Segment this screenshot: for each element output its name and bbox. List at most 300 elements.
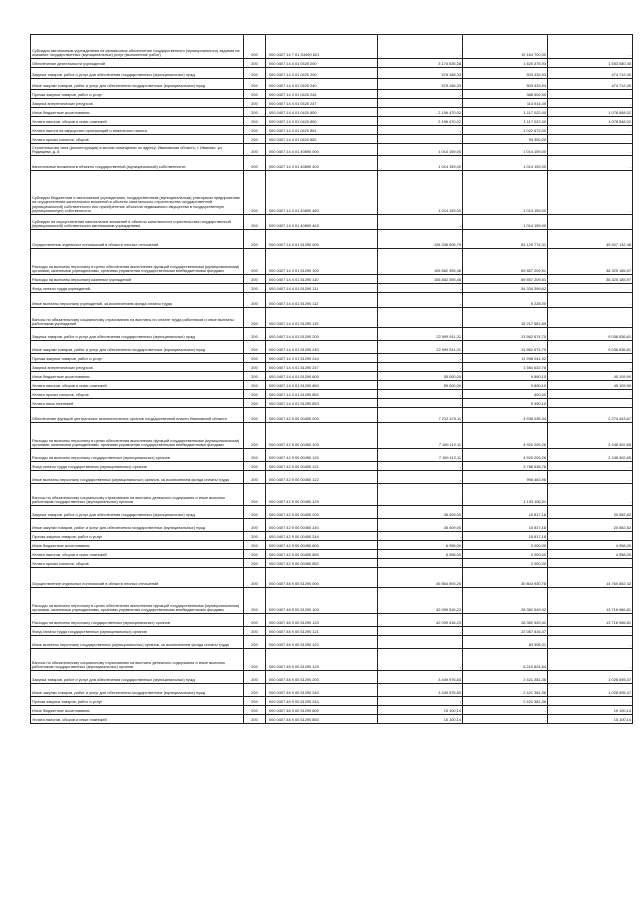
row-code-cell: 200	[244, 614, 266, 627]
row-code-cell: 200	[244, 588, 266, 614]
row-unexecuted-amount-cell: 1 078 848,02	[548, 108, 633, 117]
row-executed-amount-cell: 5 228,00	[463, 293, 548, 308]
row-code-cell: 200	[244, 408, 266, 423]
table-row	[31, 171, 633, 215]
row-executed-amount-cell: 3 788 638,78	[463, 462, 548, 471]
row-name-cell: Уплата иных платежей	[31, 399, 244, 408]
row-code-cell: 200	[244, 390, 266, 399]
row-classification-code-cell: 000 0407 48 9 00 51290 850	[266, 715, 378, 724]
row-approved-amount-cell: 7 212 479,11	[378, 408, 463, 423]
table-row	[31, 568, 633, 588]
row-classification-code-cell: 000 0407 14 4 01 51290 111	[266, 284, 378, 293]
table-row	[31, 328, 633, 341]
row-classification-code-cell: 000 0407 14 4 01 40890 460	[266, 171, 378, 215]
row-unexecuted-amount-cell: 9 036 836,61	[548, 341, 633, 354]
row-approved-amount-cell: 3 174 635,38	[378, 59, 463, 68]
row-name-cell: Иные закупки товаров, работ и услуг для обеспечения государственных (муниципальных) нужд	[31, 79, 244, 90]
row-name-cell: Уплата прочих налогов, сборов	[31, 390, 244, 399]
row-approved-amount-cell: 128 336 906,79	[378, 230, 463, 249]
row-approved-amount-cell: -	[378, 390, 463, 399]
table-row	[31, 462, 633, 471]
row-classification-code-cell: 000 0407 42 9 00 00450 800	[266, 541, 378, 550]
table-row	[31, 135, 633, 144]
row-unexecuted-amount-cell: -	[548, 636, 633, 649]
row-approved-amount-cell: 2 196 470,02	[378, 117, 463, 126]
row-executed-amount-cell: 2 421 381,36	[463, 684, 548, 697]
row-code-cell: 200	[244, 117, 266, 126]
row-code-cell: 200	[244, 59, 266, 68]
row-approved-amount-cell: -	[378, 293, 463, 308]
table-row	[31, 408, 633, 423]
row-classification-code-cell: 000 0407 14 4 01 51290 247	[266, 363, 378, 372]
table-row	[31, 275, 633, 284]
row-approved-amount-cell: 6 958,00	[378, 550, 463, 559]
table-row	[31, 156, 633, 171]
row-executed-amount-cell: 19 164 700,00	[463, 35, 548, 59]
row-code-cell: 200	[244, 649, 266, 671]
row-code-cell: 200	[244, 715, 266, 724]
row-approved-amount-cell: -	[378, 99, 463, 108]
row-name-cell: Расходы на выплаты персоналу в целях обеспечения выполнения функций государственными (муниципальными) органами, казенными учреждениями, органами управления государственными внебюджетными фондами	[31, 423, 244, 449]
row-name-cell: Расходы на выплаты персоналу в целях обеспечения выполнения функций государственными (муниципальными) органами, казенными учреждениями, органами управления государственными внебюджетными фондами	[31, 249, 244, 275]
row-unexecuted-amount-cell: 474 712,40	[548, 79, 633, 90]
row-executed-amount-cell: 1 014 159,00	[463, 144, 548, 156]
row-approved-amount-cell: 42 099 516,23	[378, 588, 463, 614]
row-unexecuted-amount-cell: 2 248 902,85	[548, 449, 633, 462]
table-row	[31, 284, 633, 293]
row-unexecuted-amount-cell: -	[548, 35, 633, 59]
row-name-cell: Уплата прочих налогов, сборов	[31, 135, 244, 144]
row-name-cell: Осуществление отдельных полномочий в области лесных отношений	[31, 568, 244, 588]
table-row	[31, 471, 633, 484]
row-code-cell: 200	[244, 462, 266, 471]
row-unexecuted-amount-cell: -	[548, 559, 633, 568]
row-unexecuted-amount-cell: 1 553 580,45	[548, 59, 633, 68]
row-approved-amount-cell: 55 000,00	[378, 381, 463, 390]
row-executed-amount-cell: 2 000,00	[463, 559, 548, 568]
row-code-cell: 200	[244, 293, 266, 308]
table-row	[31, 249, 633, 275]
row-unexecuted-amount-cell: -	[548, 462, 633, 471]
row-classification-code-cell: 000 0407 14 4 01 51290 240	[266, 341, 378, 354]
row-unexecuted-amount-cell: -	[548, 126, 633, 135]
row-name-cell: Расходы на выплаты персоналу государственных (муниципальных) органов	[31, 614, 244, 627]
row-executed-amount-cell: 4 938 035,44	[463, 408, 548, 423]
table-row	[31, 449, 633, 462]
row-executed-amount-cell: 4 920 209,26	[463, 449, 548, 462]
row-classification-code-cell: 000 0407 14 4 01 51290 852	[266, 390, 378, 399]
row-classification-code-cell: 000 0407 42 9 00 00450 852	[266, 559, 378, 568]
row-unexecuted-amount-cell: -	[548, 293, 633, 308]
row-unexecuted-amount-cell: 474 712,40	[548, 68, 633, 79]
row-approved-amount-cell: 105 882 395,48	[378, 249, 463, 275]
row-executed-amount-cell: 2 421 381,36	[463, 697, 548, 706]
table-row	[31, 126, 633, 135]
row-classification-code-cell: 000 0407 42 9 00 00450 850	[266, 550, 378, 559]
row-name-cell: Уплата налогов, сборов и иных платежей	[31, 550, 244, 559]
row-approved-amount-cell: 1 014 159,00	[378, 144, 463, 156]
row-unexecuted-amount-cell: 4 958,00	[548, 550, 633, 559]
table-row	[31, 627, 633, 636]
row-classification-code-cell: 000 0407 48 9 00 51290 800	[266, 706, 378, 715]
row-executed-amount-cell: 114 914,40	[463, 99, 548, 108]
table-row	[31, 423, 633, 449]
row-unexecuted-amount-cell: 20 582,82	[548, 519, 633, 532]
row-classification-code-cell: 000 0407 14 4 01 51290 800	[266, 372, 378, 381]
row-code-cell: 200	[244, 684, 266, 697]
row-classification-code-cell: 000 0407 48 9 00 51290 240	[266, 684, 378, 697]
row-classification-code-cell: 000 0407 42 9 00 00450 000	[266, 408, 378, 423]
row-unexecuted-amount-cell: 45 109,90	[548, 381, 633, 390]
row-classification-code-cell: 000 0407 42 9 00 00450 121	[266, 462, 378, 471]
row-code-cell: 200	[244, 341, 266, 354]
table-row	[31, 506, 633, 519]
row-classification-code-cell: 000 0407 48 9 00 51290 000	[266, 568, 378, 588]
row-name-cell: Фонд оплаты труда государственных (муниципальных) органов	[31, 462, 244, 471]
row-name-cell: Иные закупки товаров, работ и услуг для обеспечения государственных (муниципальных) нужд	[31, 341, 244, 354]
row-classification-code-cell: 000 0407 48 9 00 51290 122	[266, 636, 378, 649]
row-unexecuted-amount-cell: 36 325 185,97	[548, 275, 633, 284]
row-approved-amount-cell: 45 564 593,20	[378, 568, 463, 588]
row-executed-amount-cell: 69 557 209,51	[463, 249, 548, 275]
row-name-cell: Уплата налога на имущество организаций и земельного налога	[31, 126, 244, 135]
budget-expenses-table	[30, 34, 633, 724]
row-approved-amount-cell: 55 000,00	[378, 372, 463, 381]
row-unexecuted-amount-cell: -	[548, 284, 633, 293]
row-unexecuted-amount-cell: 36 325 185,97	[548, 249, 633, 275]
row-approved-amount-cell: -	[378, 215, 463, 230]
row-unexecuted-amount-cell: 15 100,14	[548, 706, 633, 715]
row-name-cell: Прочая закупка товаров, работ и услуг	[31, 90, 244, 99]
row-unexecuted-amount-cell: -	[548, 308, 633, 328]
row-classification-code-cell: 000 0407 42 9 00 00450 100	[266, 423, 378, 449]
row-name-cell: Субсидия автономным учреждениям на финансовое обеспечение государственного (муниципального) задания на оказание государственных (муниципальных) услуг (выполнение работ)	[31, 35, 244, 59]
row-approved-amount-cell: 15 100,14	[378, 715, 463, 724]
row-unexecuted-amount-cell: 13 716 966,81	[548, 588, 633, 614]
row-name-cell: Уплата налогов, сборов и иных платежей	[31, 715, 244, 724]
row-executed-amount-cell: 15 817,18	[463, 532, 548, 541]
row-code-cell: 200	[244, 35, 266, 59]
row-code-cell: 200	[244, 484, 266, 506]
row-executed-amount-cell: 28 382 549,42	[463, 614, 548, 627]
row-unexecuted-amount-cell: -	[548, 649, 633, 671]
row-unexecuted-amount-cell: 4 958,00	[548, 541, 633, 550]
row-classification-code-cell: 000 0407 42 9 00 00450 200	[266, 506, 378, 519]
row-approved-amount-cell: -	[378, 462, 463, 471]
row-code-cell: 200	[244, 627, 266, 636]
row-executed-amount-cell: 28 382 549,42	[463, 588, 548, 614]
row-executed-amount-cell: 9 890,10	[463, 372, 548, 381]
row-code-cell: 200	[244, 363, 266, 372]
row-name-cell: Иные бюджетные ассигнования	[31, 706, 244, 715]
table-row	[31, 99, 633, 108]
row-approved-amount-cell: 978 168,33	[378, 79, 463, 90]
row-unexecuted-amount-cell: -	[548, 484, 633, 506]
table-row	[31, 697, 633, 706]
table-row	[31, 59, 633, 68]
row-classification-code-cell: 000 0407 48 9 00 51290 120	[266, 614, 378, 627]
row-name-cell: Взносы по обязательному социальному страхованию на выплаты по оплате труда работников и иные выплаты работникам учреждений	[31, 308, 244, 328]
row-classification-code-cell: 000 0407 14 4 01 0420 851	[266, 126, 378, 135]
row-executed-amount-cell: 83 129 774,31	[463, 230, 548, 249]
table-row	[31, 372, 633, 381]
table-row	[31, 68, 633, 79]
row-executed-amount-cell: 1 014 159,00	[463, 156, 548, 171]
row-code-cell: 200	[244, 156, 266, 171]
row-classification-code-cell: 000 0407 14 4 01 51290 850	[266, 381, 378, 390]
row-executed-amount-cell: 1 022 672,00	[463, 126, 548, 135]
row-code-cell: 200	[244, 308, 266, 328]
row-classification-code-cell: 000 0407 14 4 01 0420 850	[266, 117, 378, 126]
row-executed-amount-cell: 998 463,96	[463, 471, 548, 484]
row-unexecuted-amount-cell: 9 036 836,61	[548, 328, 633, 341]
row-unexecuted-amount-cell: -	[548, 171, 633, 215]
row-approved-amount-cell: 105 882 395,48	[378, 275, 463, 284]
row-name-cell: Взносы по обязательному социальному страхованию на выплаты денежного содержания и иные выплаты работникам государственных (муниципальных) органов	[31, 484, 244, 506]
row-unexecuted-amount-cell: -	[548, 532, 633, 541]
row-approved-amount-cell: -	[378, 35, 463, 59]
row-code-cell: 200	[244, 541, 266, 550]
table-row	[31, 90, 633, 99]
table-body	[31, 35, 633, 724]
table-row	[31, 706, 633, 715]
row-name-cell: Прочая закупка товаров, работ и услуг	[31, 697, 244, 706]
row-name-cell: Субсидии на осуществление капитальных вложений в объекты капитального строительства государственной (муниципальной) собственности автономным учреждениям	[31, 215, 244, 230]
row-unexecuted-amount-cell: -	[548, 90, 633, 99]
row-classification-code-cell: 000 0407 14 4 01 40890 000	[266, 144, 378, 156]
row-name-cell: Закупка товаров, работ и услуг для обеспечения государственных (муниципальных) нужд	[31, 68, 244, 79]
row-approved-amount-cell: 978 168,33	[378, 68, 463, 79]
row-executed-amount-cell: 15 217 581,89	[463, 308, 548, 328]
row-unexecuted-amount-cell: -	[548, 390, 633, 399]
row-unexecuted-amount-cell: -	[548, 399, 633, 408]
row-code-cell: 200	[244, 284, 266, 293]
row-executed-amount-cell: 1 133 106,51	[463, 484, 548, 506]
table-row	[31, 588, 633, 614]
row-name-cell: Иные закупки товаров, работ и услуг для обеспечения государственных (муниципальных) нужд	[31, 684, 244, 697]
row-classification-code-cell: 000 0407 14 4 01 40890 463	[266, 215, 378, 230]
row-code-cell: 200	[244, 372, 266, 381]
row-approved-amount-cell: -	[378, 697, 463, 706]
row-approved-amount-cell: -	[378, 363, 463, 372]
row-unexecuted-amount-cell: -	[548, 144, 633, 156]
row-executed-amount-cell: 13 562 674,70	[463, 328, 548, 341]
table-row	[31, 293, 633, 308]
table-row	[31, 108, 633, 117]
row-code-cell: 200	[244, 532, 266, 541]
row-name-cell: Закупка товаров, работ и услуг для обеспечения государственных (муниципальных) нужд	[31, 328, 244, 341]
row-name-cell: Фонд оплаты труда государственных (муниципальных) органов	[31, 627, 244, 636]
row-executed-amount-cell: 6 210 824,64	[463, 649, 548, 671]
row-approved-amount-cell: 36 409,00	[378, 519, 463, 532]
row-name-cell: Иные бюджетные ассигнования	[31, 372, 244, 381]
row-code-cell: 200	[244, 99, 266, 108]
row-executed-amount-cell: 2 421 381,36	[463, 671, 548, 684]
table-row	[31, 671, 633, 684]
row-name-cell: Расходы на выплаты персоналу в целях обеспечения выполнения функций государственными (муниципальными) органами, казенными учреждениями, органами управления государственными внебюджетными фондами	[31, 588, 244, 614]
row-classification-code-cell: 000 0407 14 4 01 0420 852	[266, 135, 378, 144]
row-code-cell: 200	[244, 108, 266, 117]
row-approved-amount-cell: 15 100,14	[378, 706, 463, 715]
row-classification-code-cell: 000 0407 14 4 01 51290 244	[266, 354, 378, 363]
table-row	[31, 614, 633, 627]
row-executed-amount-cell: 503 433,93	[463, 68, 548, 79]
row-name-cell: Обеспечение функций центральных исполнительных органов государственной власти Ивановской области	[31, 408, 244, 423]
row-classification-code-cell: 000 0407 14 4 01 51290 100	[266, 249, 378, 275]
row-code-cell: 200	[244, 423, 266, 449]
table-row	[31, 144, 633, 156]
row-unexecuted-amount-cell: 45 109,90	[548, 372, 633, 381]
row-approved-amount-cell: -	[378, 532, 463, 541]
row-classification-code-cell: 000 0407 14 4 01 0420 800	[266, 108, 378, 117]
table-row	[31, 381, 633, 390]
row-classification-code-cell: 000 0407 14 4 01 40890 400	[266, 156, 378, 171]
row-code-cell: 200	[244, 550, 266, 559]
row-name-cell: Уплата налогов, сборов и иных платежей	[31, 381, 244, 390]
row-name-cell: Осуществление отдельных полномочий в области лесных отношений	[31, 230, 244, 249]
row-code-cell: 200	[244, 144, 266, 156]
row-classification-code-cell: 000 0407 42 9 00 00450 122	[266, 471, 378, 484]
row-executed-amount-cell: 54 334 399,62	[463, 284, 548, 293]
table-row	[31, 519, 633, 532]
row-unexecuted-amount-cell: -	[548, 156, 633, 171]
table-row	[31, 341, 633, 354]
row-unexecuted-amount-cell: 20 582,82	[548, 506, 633, 519]
row-unexecuted-amount-cell: 13 716 966,81	[548, 614, 633, 627]
row-approved-amount-cell: 2 196 470,02	[378, 108, 463, 117]
row-unexecuted-amount-cell: -	[548, 354, 633, 363]
row-approved-amount-cell: 6 958,00	[378, 541, 463, 550]
row-unexecuted-amount-cell: 1 028 595,47	[548, 684, 633, 697]
row-approved-amount-cell: 22 599 511,31	[378, 328, 463, 341]
row-executed-amount-cell: 13 562 674,70	[463, 341, 548, 354]
table-row	[31, 215, 633, 230]
row-executed-amount-cell: 15 817,18	[463, 519, 548, 532]
table-row	[31, 649, 633, 671]
table-row	[31, 308, 633, 328]
row-code-cell: 200	[244, 671, 266, 684]
row-approved-amount-cell: -	[378, 135, 463, 144]
row-classification-code-cell: 000 0407 14 4 01 51290 112	[266, 293, 378, 308]
row-code-cell: 200	[244, 135, 266, 144]
row-unexecuted-amount-cell: 2 274 443,67	[548, 408, 633, 423]
table-row	[31, 559, 633, 568]
row-code-cell: 200	[244, 519, 266, 532]
row-approved-amount-cell: -	[378, 354, 463, 363]
table-row	[31, 715, 633, 724]
row-approved-amount-cell: 36 409,00	[378, 506, 463, 519]
row-executed-amount-cell: 503 433,93	[463, 79, 548, 90]
row-name-cell: Иные бюджетные ассигнования	[31, 541, 244, 550]
row-classification-code-cell: 000 0407 14 4 01 51290 119	[266, 308, 378, 328]
row-executed-amount-cell: 22 087 816,47	[463, 627, 548, 636]
row-approved-amount-cell: -	[378, 636, 463, 649]
row-executed-amount-cell: 1 014 159,00	[463, 171, 548, 215]
row-name-cell: Иные выплаты персоналу государственных (муниципальных) органов, за исключением фонда оплаты труда	[31, 636, 244, 649]
row-executed-amount-cell: -	[463, 715, 548, 724]
row-code-cell: 200	[244, 249, 266, 275]
row-code-cell: 200	[244, 559, 266, 568]
row-code-cell: 200	[244, 275, 266, 284]
row-name-cell: Иные закупки товаров, работ и услуг для обеспечения государственных (муниципальных) нужд	[31, 519, 244, 532]
row-unexecuted-amount-cell: -	[548, 697, 633, 706]
row-code-cell: 200	[244, 171, 266, 215]
row-name-cell: Закупка товаров, работ и услуг для обеспечения государственных (муниципальных) нужд	[31, 671, 244, 684]
table-row	[31, 636, 633, 649]
row-code-cell: 200	[244, 706, 266, 715]
row-classification-code-cell: 000 0407 14 4 01 51290 110	[266, 275, 378, 284]
row-code-cell: 200	[244, 68, 266, 79]
row-code-cell: 200	[244, 328, 266, 341]
row-executed-amount-cell: 9 490,10	[463, 399, 548, 408]
row-code-cell: 200	[244, 79, 266, 90]
row-approved-amount-cell: 1 014 159,00	[378, 171, 463, 215]
row-approved-amount-cell: -	[378, 399, 463, 408]
row-code-cell: 200	[244, 381, 266, 390]
row-code-cell: 200	[244, 230, 266, 249]
row-approved-amount-cell: 7 169 112,11	[378, 423, 463, 449]
row-name-cell: Субсидии бюджетным и автономным учреждениям, государственным (муниципальным) унитарным предприятиям на осуществление капитальных вложений в объекты капитального строительства государственной (муниципальной) собственности или приобретение объектов недвижимого имущества в государственную (муниципальную) собственность	[31, 171, 244, 215]
row-classification-code-cell: 000 0407 48 9 00 51290 244	[266, 697, 378, 706]
row-code-cell: 200	[244, 90, 266, 99]
table-row	[31, 399, 633, 408]
table-row	[31, 230, 633, 249]
row-executed-amount-cell: 4 920 209,26	[463, 423, 548, 449]
row-executed-amount-cell: 30 803 930,78	[463, 568, 548, 588]
row-code-cell: 200	[244, 568, 266, 588]
row-code-cell: 200	[244, 506, 266, 519]
row-code-cell: 200	[244, 636, 266, 649]
row-unexecuted-amount-cell: -	[548, 135, 633, 144]
row-executed-amount-cell: 83 908,31	[463, 636, 548, 649]
row-approved-amount-cell: 3 449 976,83	[378, 671, 463, 684]
row-code-cell: 200	[244, 354, 266, 363]
row-approved-amount-cell: 3 449 976,83	[378, 684, 463, 697]
row-classification-code-cell: 000 0407 48 9 00 51290 129	[266, 649, 378, 671]
table-row	[31, 354, 633, 363]
row-name-cell: Прочая закупка товаров, работ и услуг	[31, 532, 244, 541]
row-approved-amount-cell: -	[378, 126, 463, 135]
table-row	[31, 684, 633, 697]
row-executed-amount-cell: -	[463, 706, 548, 715]
row-name-cell: Капитальные вложения в объекты государственной (муниципальной) собственности	[31, 156, 244, 171]
row-classification-code-cell: 000 0407 48 9 00 51290 200	[266, 671, 378, 684]
row-unexecuted-amount-cell: -	[548, 215, 633, 230]
row-executed-amount-cell: 15 817,18	[463, 506, 548, 519]
row-executed-amount-cell: 9 890,10	[463, 381, 548, 390]
row-name-cell: Иные бюджетные ассигнования	[31, 108, 244, 117]
row-code-cell: 200	[244, 399, 266, 408]
row-executed-amount-cell: 388 509,50	[463, 90, 548, 99]
row-name-cell: Иные выплаты персоналу учреждений, за исключением фонда оплаты труда	[31, 293, 244, 308]
row-code-cell: 200	[244, 215, 266, 230]
row-unexecuted-amount-cell: -	[548, 471, 633, 484]
row-name-cell: Закупка энергетических ресурсов	[31, 363, 244, 372]
row-code-cell: 200	[244, 471, 266, 484]
row-name-cell: Уплата прочих налогов, сборов	[31, 559, 244, 568]
row-approved-amount-cell: 42 099 516,23	[378, 614, 463, 627]
row-classification-code-cell: 000 0407 14 4 01 0420 000	[266, 59, 378, 68]
row-code-cell: 200	[244, 697, 266, 706]
table-row	[31, 550, 633, 559]
table-row	[31, 390, 633, 399]
row-classification-code-cell: 000 0407 14 7 01 S3490 621	[266, 35, 378, 59]
row-unexecuted-amount-cell: 2 248 902,85	[548, 423, 633, 449]
row-approved-amount-cell: -	[378, 484, 463, 506]
row-name-cell: Взносы по обязательному социальному страхованию на выплаты денежного содержания и иные выплаты работникам государственных (муниципальных) органов	[31, 649, 244, 671]
row-unexecuted-amount-cell: 45 407 132,48	[548, 230, 633, 249]
row-executed-amount-cell: 400,00	[463, 390, 548, 399]
